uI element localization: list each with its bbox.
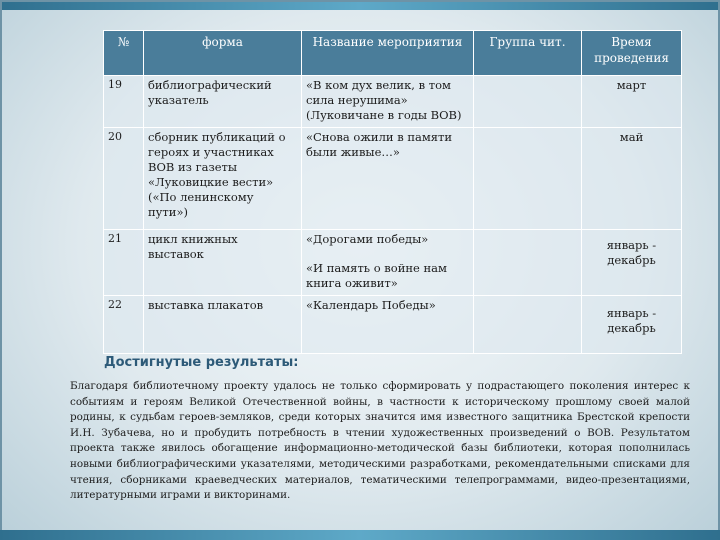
row-form: цикл книжных выставок	[144, 230, 302, 296]
bottom-accent-stripe	[0, 530, 720, 540]
table-row	[104, 230, 682, 296]
row-number: 21	[104, 230, 144, 296]
row-event: «Снова ожили в памяти были живые…»	[302, 128, 474, 230]
row-event-line: «Дорогами победы»	[306, 232, 429, 246]
header-form: форма	[144, 31, 302, 76]
events-table	[103, 30, 682, 354]
header-time: Время проведения	[582, 31, 682, 76]
header-group: Группа чит.	[474, 31, 582, 76]
row-group	[474, 128, 582, 230]
table-header-row	[104, 31, 682, 76]
results-title: Достигнутые результаты:	[104, 355, 299, 370]
row-event: «В ком дух велик, в том сила нерушима» (Луковичане в годы ВОВ)	[302, 76, 474, 128]
table-row	[104, 76, 682, 128]
row-time: январь - декабрь	[582, 230, 682, 296]
row-group	[474, 76, 582, 128]
row-number: 20	[104, 128, 144, 230]
row-form: библиографический указатель	[144, 76, 302, 128]
header-number: №	[104, 31, 144, 76]
results-paragraph: Благодаря библиотечному проекту удалось не только сформировать у подрастающего поколения интерес к событиям и героям Великой Отечественной войны, в частности к историческому прошлому своей малой родины, к судьбам героев-земляков, среди которых значится имя известного защитника Брестской крепости И.Н. Зубачева, но и пробудить потребность в чтении художественных произведений о ВОВ. Результатом проекта также явилось обогащение информационно-методической базы библиотеки, которая пополнилась новыми библиографическими указателями, методическими разработками, рекомендательными списками для чтения, сборниками краеведческих материалов, тематическими телепрограммами, видео-презентациями, литературными играми и викторинами.	[70, 380, 690, 502]
row-number: 19	[104, 76, 144, 128]
row-form: выставка плакатов	[144, 296, 302, 354]
row-event: «Календарь Победы»	[302, 296, 474, 354]
row-event-extra: «И память о войне нам книга оживит»	[306, 260, 447, 290]
header-event-name: Название мероприятия	[302, 31, 474, 76]
row-group	[474, 296, 582, 354]
row-form: сборник публикаций о героях и участниках ВОВ из газеты «Луковицкие вести» («По ленинскому пути»)	[144, 128, 302, 230]
row-number: 22	[104, 296, 144, 354]
row-event	[302, 230, 474, 296]
row-time: январь - декабрь	[582, 296, 682, 354]
table-row	[104, 296, 682, 354]
row-group	[474, 230, 582, 296]
table-row	[104, 128, 682, 230]
row-time: март	[582, 76, 682, 128]
row-time: май	[582, 128, 682, 230]
